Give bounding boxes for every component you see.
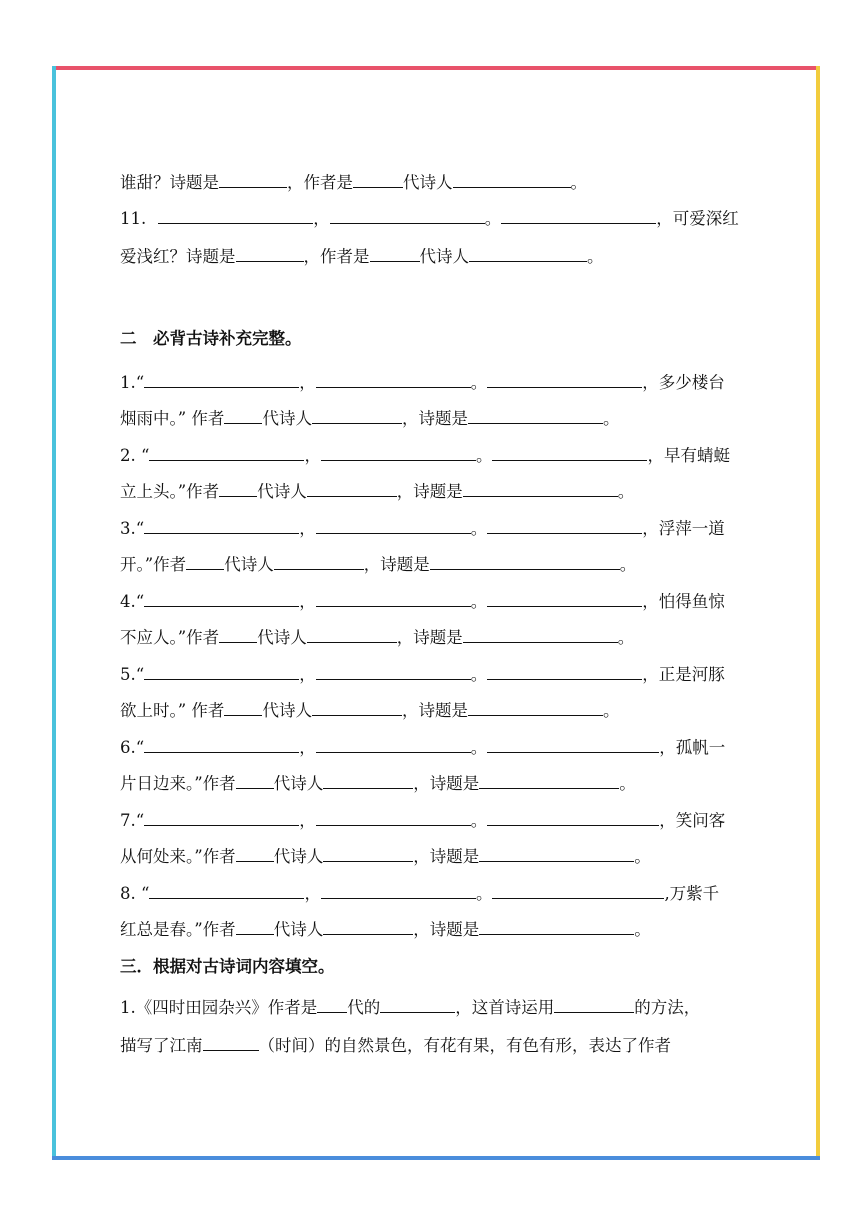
line-text: 11. <box>120 209 147 228</box>
text-line <box>120 881 719 905</box>
line-text: 。 <box>602 701 620 720</box>
line-text: ，作者是 <box>287 173 353 192</box>
line-text: 代诗人 <box>224 555 274 574</box>
line-text: 。 <box>475 884 493 903</box>
border-bottom <box>52 1156 820 1160</box>
blank[interactable] <box>316 662 471 680</box>
text-line <box>120 406 619 430</box>
line-text: 。 <box>570 173 587 192</box>
blank[interactable] <box>224 698 262 716</box>
blank[interactable] <box>316 516 471 534</box>
border-left <box>52 66 56 1160</box>
blank[interactable] <box>236 244 304 262</box>
line-text: 。 <box>470 738 488 757</box>
line-text: 。 <box>634 920 651 939</box>
blank[interactable] <box>321 443 476 461</box>
text-line <box>120 662 725 686</box>
line-text: ，多少楼台 <box>642 373 725 392</box>
text-line <box>120 479 634 503</box>
blank[interactable] <box>323 917 413 935</box>
text-line <box>120 771 636 795</box>
blank[interactable] <box>316 370 471 388</box>
text-line <box>120 844 651 868</box>
blank[interactable] <box>463 479 618 497</box>
blank[interactable] <box>144 662 299 680</box>
blank[interactable] <box>144 735 299 753</box>
blank[interactable] <box>186 552 224 570</box>
line-text: 代诗人 <box>273 920 324 939</box>
line-text: 5.“ <box>120 665 145 684</box>
blank[interactable] <box>468 698 603 716</box>
blank[interactable] <box>323 771 413 789</box>
text-line <box>120 244 604 268</box>
blank[interactable] <box>158 206 313 224</box>
line-text: ，诗题是 <box>413 847 480 866</box>
line-text: ，诗题是 <box>396 482 463 501</box>
line-text: 代诗人 <box>403 173 453 192</box>
text-line <box>120 698 619 722</box>
line-text: 2. “ <box>120 446 150 465</box>
line-text: ，作者是 <box>303 247 370 266</box>
blank[interactable] <box>469 244 587 262</box>
line-text: 。 <box>470 811 488 830</box>
blank[interactable] <box>370 244 420 262</box>
blank[interactable] <box>317 995 347 1013</box>
line-text: （时间）的自然景色，有花有果，有色有形，表达了作者 <box>258 1036 671 1055</box>
text-line <box>120 443 730 467</box>
line-text: 。 <box>602 409 620 428</box>
blank[interactable] <box>487 735 659 753</box>
line-text: ，诗题是 <box>413 920 480 939</box>
line-text: ， <box>299 738 316 757</box>
line-text: 。 <box>619 555 637 574</box>
text-line <box>120 552 636 576</box>
line-text: ,万紫千 <box>664 884 720 903</box>
line-text: ， <box>304 446 321 465</box>
line-text: ， <box>299 811 316 830</box>
line-text: 。 <box>470 373 488 392</box>
text-line <box>120 808 725 832</box>
blank[interactable] <box>479 917 634 935</box>
line-text: 爱浅红？诗题是 <box>120 247 236 266</box>
line-text: 代诗人 <box>262 701 312 720</box>
blank[interactable] <box>463 625 618 643</box>
line-text: 代诗人 <box>257 628 307 647</box>
text-line <box>120 206 739 230</box>
blank[interactable] <box>144 808 299 826</box>
line-text: 。 <box>619 774 636 793</box>
line-text: ， <box>299 373 316 392</box>
line-text: ，可爱深红 <box>656 209 739 228</box>
text-line <box>120 735 725 759</box>
line-text: ，早有蜻蜓 <box>647 446 730 465</box>
blank[interactable] <box>430 552 620 570</box>
blank[interactable] <box>330 206 485 224</box>
line-text: 代诗人 <box>262 409 312 428</box>
line-text: 代诗人 <box>257 482 307 501</box>
line-text: 。 <box>617 628 635 647</box>
line-text: 8. “ <box>120 884 150 903</box>
blank[interactable] <box>316 589 471 607</box>
blank[interactable] <box>219 479 257 497</box>
line-text: ，孤帆一 <box>659 738 726 757</box>
blank[interactable] <box>321 881 476 899</box>
text-line <box>120 917 651 941</box>
blank[interactable] <box>144 589 299 607</box>
blank[interactable] <box>323 844 413 862</box>
line-text: ，诗题是 <box>401 701 468 720</box>
line-text: 4.“ <box>120 592 145 611</box>
line-text: 代的 <box>347 998 381 1017</box>
blank[interactable] <box>492 443 647 461</box>
line-text: 。 <box>475 446 493 465</box>
blank[interactable] <box>236 844 274 862</box>
line-text: 谁甜？诗题是 <box>120 173 219 192</box>
line-text: 6.“ <box>120 738 145 757</box>
line-text: 欲上时。” 作者 <box>120 701 225 720</box>
line-text: ，诗题是 <box>413 774 480 793</box>
line-text: 7.“ <box>120 811 145 830</box>
line-text: ， <box>299 592 316 611</box>
text-line <box>120 1033 671 1057</box>
blank[interactable] <box>479 844 634 862</box>
text-line <box>120 995 700 1019</box>
border-right <box>816 66 820 1160</box>
line-text: 。 <box>470 665 488 684</box>
blank[interactable] <box>554 995 634 1013</box>
line-text: 代诗人 <box>273 774 324 793</box>
line-text: ，正是河豚 <box>642 665 725 684</box>
section-heading: 二 必背古诗补充完整。 <box>120 329 302 348</box>
blank[interactable] <box>316 735 471 753</box>
blank[interactable] <box>353 170 403 188</box>
blank[interactable] <box>203 1033 259 1051</box>
section-heading: 三．根据对古诗词内容填空。 <box>120 957 335 976</box>
line-text: ，浮萍一道 <box>642 519 725 538</box>
line-text: 红总是春。”作者 <box>120 920 236 939</box>
blank[interactable] <box>487 808 659 826</box>
line-text: ，诗题是 <box>401 409 468 428</box>
line-text: ，这首诗运用 <box>455 998 555 1017</box>
blank[interactable] <box>274 552 364 570</box>
line-text: 。 <box>634 847 651 866</box>
blank[interactable] <box>219 625 257 643</box>
text-line <box>120 370 725 394</box>
line-text: ，怕得鱼惊 <box>642 592 725 611</box>
line-text: 。 <box>587 247 604 266</box>
blank[interactable] <box>149 443 304 461</box>
line-text: 烟雨中。” 作者 <box>120 409 225 428</box>
blank[interactable] <box>380 995 455 1013</box>
line-text: ， <box>299 665 316 684</box>
blank[interactable] <box>149 881 304 899</box>
blank[interactable] <box>492 881 664 899</box>
blank[interactable] <box>487 370 642 388</box>
blank[interactable] <box>468 406 603 424</box>
line-text: 代诗人 <box>273 847 324 866</box>
blank[interactable] <box>453 170 571 188</box>
blank[interactable] <box>479 771 619 789</box>
line-text: 3.“ <box>120 519 145 538</box>
line-text: ， <box>304 884 321 903</box>
line-text: 从何处来。”作者 <box>120 847 236 866</box>
line-text: ， <box>313 209 330 228</box>
blank[interactable] <box>312 406 402 424</box>
text-line <box>120 589 725 613</box>
line-text: 。 <box>470 592 488 611</box>
blank[interactable] <box>487 589 642 607</box>
line-text: 的方法， <box>634 998 701 1017</box>
line-text: 1.《四时田园杂兴》作者是 <box>120 998 318 1017</box>
line-text: 。 <box>617 482 635 501</box>
blank[interactable] <box>487 662 642 680</box>
text-line <box>120 625 634 649</box>
text-line <box>120 170 587 194</box>
line-text: ，笑问客 <box>659 811 726 830</box>
line-text: 1.“ <box>120 373 145 392</box>
blank[interactable] <box>307 625 397 643</box>
blank[interactable] <box>236 771 274 789</box>
blank[interactable] <box>236 917 274 935</box>
blank[interactable] <box>219 170 287 188</box>
blank[interactable] <box>312 698 402 716</box>
line-text: 代诗人 <box>419 247 469 266</box>
line-text: 。 <box>470 519 488 538</box>
blank[interactable] <box>307 479 397 497</box>
line-text: 片日边来。”作者 <box>120 774 236 793</box>
blank[interactable] <box>487 516 642 534</box>
line-text: 描写了江南 <box>120 1036 203 1055</box>
blank[interactable] <box>144 370 299 388</box>
line-text: ，诗题是 <box>396 628 463 647</box>
line-text: 。 <box>484 209 502 228</box>
line-text: ， <box>299 519 316 538</box>
blank[interactable] <box>144 516 299 534</box>
blank[interactable] <box>316 808 471 826</box>
border-top <box>52 66 820 70</box>
line-text: 立上头。”作者 <box>120 482 220 501</box>
blank[interactable] <box>501 206 656 224</box>
line-text: 开。”作者 <box>120 555 187 574</box>
blank[interactable] <box>224 406 262 424</box>
line-text: 不应人。”作者 <box>120 628 220 647</box>
text-line <box>120 516 725 540</box>
line-text: ，诗题是 <box>363 555 430 574</box>
